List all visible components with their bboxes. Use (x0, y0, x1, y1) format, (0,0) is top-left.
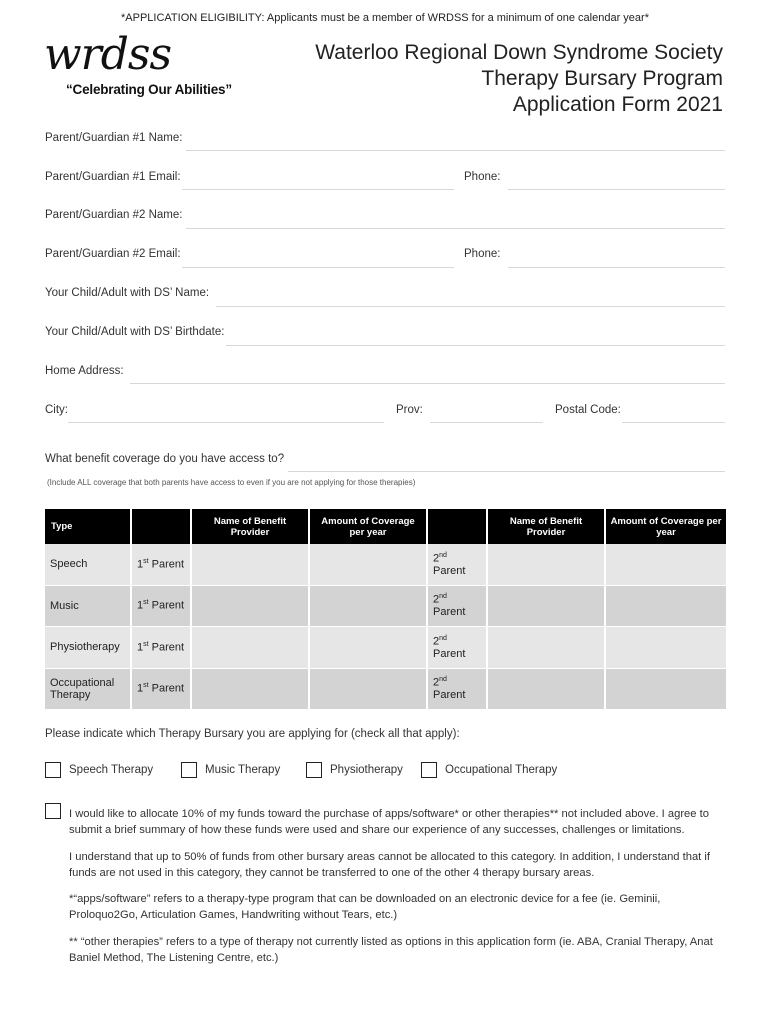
apply-question: Please indicate which Therapy Bursary you are applying for (check all that apply): (45, 728, 460, 740)
music-amount-2-cell[interactable] (605, 585, 726, 627)
music-therapy-checkbox[interactable] (181, 762, 197, 778)
parent2-label: 2nd Parent (427, 544, 487, 585)
parent2-label: 2nd Parent (427, 668, 487, 710)
physiotherapy-checkbox[interactable] (306, 762, 322, 778)
parent1-email-field[interactable] (182, 189, 454, 190)
city-label: City: (45, 404, 68, 416)
occupational-therapy-checkbox[interactable] (421, 762, 437, 778)
row-type-speech: Speech (45, 544, 131, 585)
speech-provider-2-cell[interactable] (487, 544, 605, 585)
occupational-amount-1-cell[interactable] (309, 668, 427, 710)
logo-wordmark: wrdss (44, 29, 172, 80)
header-provider-1: Name of Benefit Provider (191, 509, 309, 544)
physio-amount-2-cell[interactable] (605, 627, 726, 669)
parent1-phone-label: Phone: (464, 171, 501, 183)
header-parent1 (131, 509, 191, 544)
parent2-phone-field[interactable] (508, 267, 725, 268)
coverage-field[interactable] (288, 471, 725, 472)
child-name-field[interactable] (216, 306, 725, 307)
music-therapy-label: Music Therapy (205, 764, 281, 776)
table-row (45, 627, 726, 669)
speech-therapy-label: Speech Therapy (69, 764, 154, 776)
parent2-phone-label: Phone: (464, 248, 501, 260)
music-provider-1-cell[interactable] (191, 585, 309, 627)
header-amount-1: Amount of Coverage per year (309, 509, 427, 544)
physio-provider-1-cell[interactable] (191, 627, 309, 669)
child-name-label: Your Child/Adult with DS’ Name: (45, 287, 210, 299)
speech-therapy-checkbox[interactable] (45, 762, 61, 778)
parent2-label: 2nd Parent (427, 627, 487, 669)
wrdss-logo (44, 29, 244, 102)
prov-label: Prov: (396, 404, 423, 416)
parent2-email-field[interactable] (182, 267, 454, 268)
home-address-label: Home Address: (45, 365, 124, 377)
physiotherapy-label: Physiotherapy (330, 764, 403, 776)
parent2-name-field[interactable] (186, 228, 725, 229)
title-line-3: Application Form 2021 (512, 93, 723, 116)
home-address-field[interactable] (130, 383, 725, 384)
parent2-email-label: Parent/Guardian #2 Email: (45, 248, 181, 260)
parent1-email-label: Parent/Guardian #1 Email: (45, 171, 181, 183)
postal-code-field[interactable] (622, 422, 725, 423)
allocation-text: I would like to allocate 10% of my funds toward the purchase of apps/software* or other therapies** not included above. I agree to submit a brief summary of how these funds were used and share our experience of any successes, challenges or limitations. (69, 808, 709, 836)
table-header-row (45, 509, 726, 544)
occupational-amount-2-cell[interactable] (605, 668, 726, 710)
title-line-2: Therapy Bursary Program (481, 67, 723, 90)
logo-tagline: “Celebrating Our Abilities” (66, 82, 232, 97)
table-row (45, 544, 726, 585)
occupational-provider-1-cell[interactable] (191, 668, 309, 710)
fund-policy-paragraph: I understand that up to 50% of funds from other bursary areas cannot be allocated to this category. In addition, I understand that if funds are not used in this category, they cannot be transferred to one of the other 4 therapy bursary areas. (69, 851, 710, 879)
prov-field[interactable] (430, 422, 543, 423)
parent1-name-label: Parent/Guardian #1 Name: (45, 132, 183, 144)
child-birthdate-label: Your Child/Adult with DS’ Birthdate: (45, 326, 225, 338)
row-type-music: Music (45, 585, 131, 627)
apps-software-footnote: *“apps/software” refers to a therapy-type program that can be downloaded on an electronic device for a fee (ie. Geminii, Proloquo2Go, Articulation Games, Handwriting without Tears, etc.) (69, 893, 661, 921)
row-type-physiotherapy: Physiotherapy (45, 627, 131, 669)
occupational-therapy-label: Occupational Therapy (445, 764, 558, 776)
parent1-name-field[interactable] (186, 150, 725, 151)
other-therapies-footnote: ** “other therapies” refers to a type of therapy not currently listed as options in this application form (ie. ABA, Cranial Therapy, Anat Baniel Method, The Listening Centre, etc.) (69, 936, 713, 964)
allocation-checkbox[interactable] (45, 803, 61, 819)
music-amount-1-cell[interactable] (309, 585, 427, 627)
header-type: Type (45, 509, 131, 544)
coverage-table (45, 509, 726, 710)
parent2-label: 2nd Parent (427, 585, 487, 627)
parent1-label: 1st Parent (131, 585, 191, 627)
city-field[interactable] (68, 422, 384, 423)
coverage-question: What benefit coverage do you have access to? (45, 453, 285, 465)
child-birthdate-field[interactable] (226, 345, 725, 346)
table-row (45, 585, 726, 627)
parent1-label: 1st Parent (131, 544, 191, 585)
parent1-label: 1st Parent (131, 668, 191, 710)
eligibility-notice: *APPLICATION ELIGIBILITY: Applicants must be a member of WRDSS for a minimum of one calendar year* (120, 12, 649, 24)
row-type-occupational: Occupational Therapy (45, 668, 131, 710)
speech-amount-2-cell[interactable] (605, 544, 726, 585)
physio-provider-2-cell[interactable] (487, 627, 605, 669)
form-title (315, 40, 723, 118)
header-amount-2: Amount of Coverage per year (605, 509, 726, 544)
header-parent2 (427, 509, 487, 544)
coverage-note: (Include ALL coverage that both parents have access to even if you are not applying for those therapies) (47, 478, 416, 487)
occupational-provider-2-cell[interactable] (487, 668, 605, 710)
music-provider-2-cell[interactable] (487, 585, 605, 627)
parent1-label: 1st Parent (131, 627, 191, 669)
title-line-1: Waterloo Regional Down Syndrome Society (315, 41, 723, 64)
parent1-phone-field[interactable] (508, 189, 725, 190)
speech-amount-1-cell[interactable] (309, 544, 427, 585)
header-provider-2: Name of Benefit Provider (487, 509, 605, 544)
table-row (45, 668, 726, 710)
postal-code-label: Postal Code: (555, 404, 621, 416)
speech-provider-1-cell[interactable] (191, 544, 309, 585)
physio-amount-1-cell[interactable] (309, 627, 427, 669)
parent2-name-label: Parent/Guardian #2 Name: (45, 209, 183, 221)
